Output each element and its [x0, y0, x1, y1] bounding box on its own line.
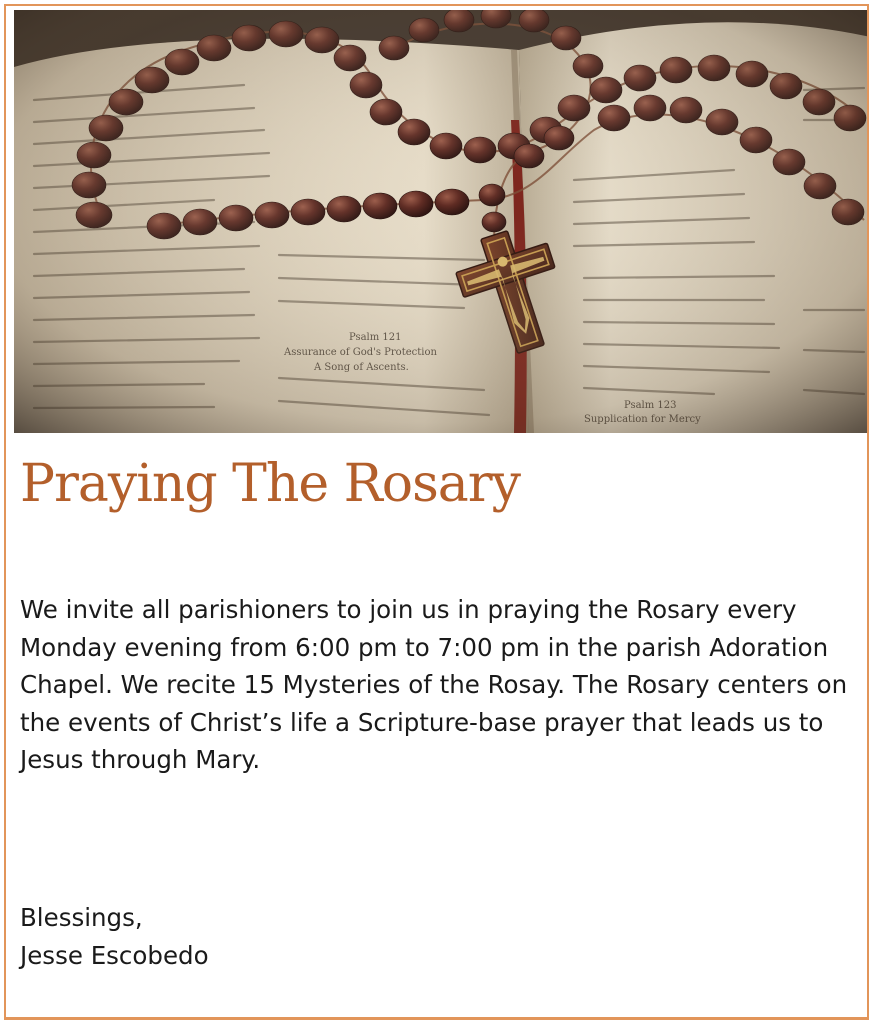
signature-name: Jesse Escobedo: [20, 940, 209, 970]
announcement-body: We invite all parishioners to join us in praying the Rosary every Monday evening from 6:00 pm to 7:00 pm in the parish Adoration Chapel. We recite 15 Mysteries of the Rosay. The Rosary centers on the events of Christ’s life a Scripture-base prayer that leads us to Jesus through Mary.: [20, 595, 848, 774]
closing-line: Blessings,: [20, 903, 143, 932]
announcement-card: [4, 4, 869, 1020]
page-title: Praying The Rosary: [20, 454, 521, 514]
signature-block: [20, 899, 209, 974]
rosary-bible-photo: [14, 10, 867, 433]
